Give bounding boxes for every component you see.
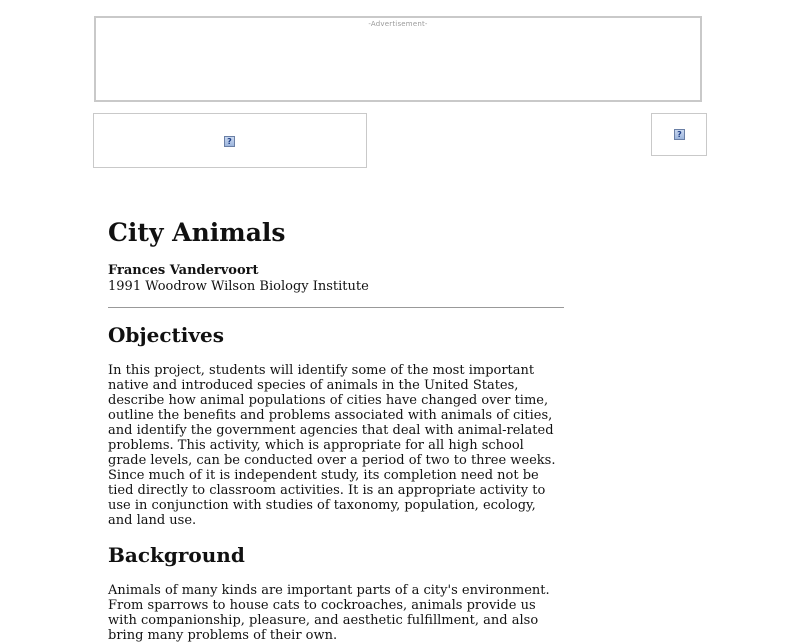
section-heading-objectives: Objectives <box>108 323 224 347</box>
section-text-objectives: In this project, students will identify some of the most important native and introduced species of animals in the United States, describe how animal populations of cities have changed over time, outline the benefits and problems associated with animals of cities, and identify the government agencies that deal with animal-related problems. This activity, which is appropriate for all high school grade levels, can be conducted over a period of two to three weeks. Since much of it is independent study, its completion need not be tied directly to classroom activities. It is an appropriate activity to use in conjunction with studies of taxonomy, population, ecology, and land use. <box>108 363 556 528</box>
image-placeholder-left[interactable] <box>93 113 367 168</box>
image-placeholder-right[interactable] <box>651 113 707 156</box>
author-affiliation: 1991 Woodrow Wilson Biology Institute <box>108 279 369 294</box>
author-name: Frances Vandervoort <box>108 263 259 278</box>
page-title: City Animals <box>108 218 286 247</box>
article-content <box>108 214 564 643</box>
section-heading-background: Background <box>108 543 245 567</box>
divider <box>108 307 564 308</box>
author-block <box>108 263 564 295</box>
section-text-background: Animals of many kinds are important parts of a city's environment. From sparrows to house cats to cockroaches, animals provide us with companionship, pleasure, and aesthetic fulfillment, and also bring many problems of their own. <box>108 583 550 643</box>
advertisement-label: -Advertisement- <box>368 20 428 28</box>
broken-image-icon: ? <box>224 136 235 147</box>
broken-image-icon: ? <box>674 129 685 140</box>
advertisement-banner[interactable] <box>94 16 702 102</box>
